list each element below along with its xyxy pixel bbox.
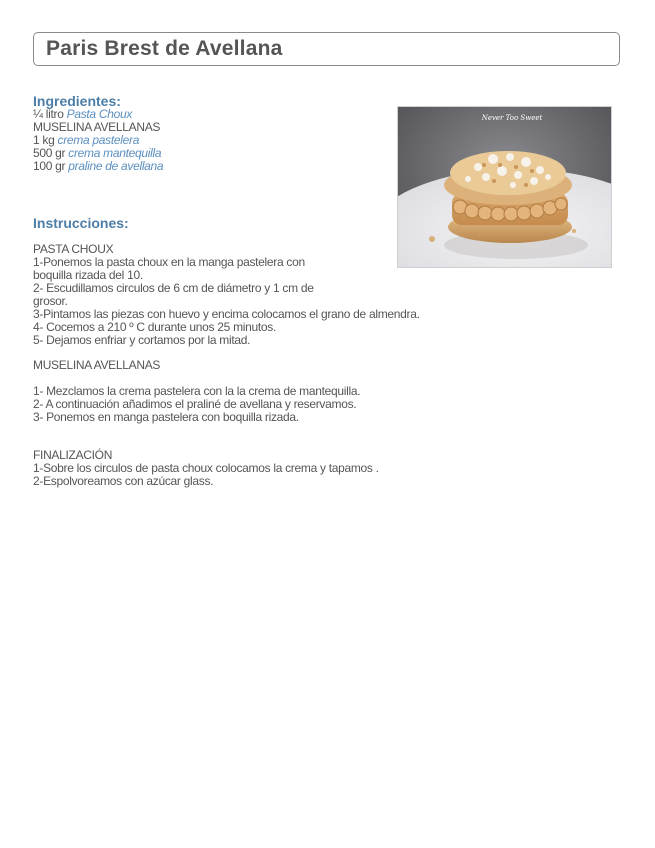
title-box bbox=[33, 32, 620, 66]
photo-watermark: Never Too Sweet bbox=[481, 114, 543, 122]
ingredient-link-crema-pastelera[interactable]: crema pastelera bbox=[57, 133, 140, 147]
instruction-line: 2- Escudillamos circulos de 6 cm de diámetro y 1 cm de bbox=[33, 281, 314, 295]
recipe-title: Paris Brest de Avellana bbox=[46, 37, 283, 60]
ingredient-quantity: 1 kg bbox=[33, 133, 58, 147]
instructions-heading: Instrucciones: bbox=[33, 215, 129, 231]
ingredients-heading: Ingredientes: bbox=[33, 93, 121, 109]
ingredient-quantity: ¼ litro bbox=[33, 107, 67, 121]
ingredient-subheading: MUSELINA AVELLANAS bbox=[33, 120, 161, 134]
instruction-line: 1-Sobre los circulos de pasta choux colocamos la crema y tapamos . bbox=[33, 461, 379, 475]
instruction-line: 1- Mezclamos la crema pastelera con la la crema de mantequilla. bbox=[33, 384, 361, 398]
section-title-finalizacion: FINALIZACIÓN bbox=[33, 448, 113, 462]
instruction-line: boquilla rizada del 10. bbox=[33, 268, 143, 282]
instruction-line: 1-Ponemos la pasta choux en la manga pastelera con bbox=[33, 255, 305, 269]
section-title-muselina: MUSELINA AVELLANAS bbox=[33, 358, 161, 372]
instruction-line: 5- Dejamos enfriar y cortamos por la mitad. bbox=[33, 333, 251, 347]
ingredient-line bbox=[33, 160, 163, 173]
instruction-line: 3-Pintamos las piezas con huevo y encima colocamos el grano de almendra. bbox=[33, 307, 420, 321]
ingredient-quantity: 100 gr bbox=[33, 159, 69, 173]
instruction-line: 2- A continuación añadimos el praliné de avellana y reservamos. bbox=[33, 397, 357, 411]
recipe-photo bbox=[397, 106, 612, 268]
ingredient-quantity: 500 gr bbox=[33, 146, 69, 160]
instruction-line: 4- Cocemos a 210 º C durante unos 25 minutos. bbox=[33, 320, 277, 334]
ingredient-link-praline-de-avellana[interactable]: praline de avellana bbox=[68, 159, 164, 173]
section-title-pasta-choux: PASTA CHOUX bbox=[33, 242, 114, 256]
instruction-line: 3- Ponemos en manga pastelera con boquilla rizada. bbox=[33, 410, 299, 424]
ingredient-link-pasta-choux[interactable]: Pasta Choux bbox=[66, 107, 133, 121]
instruction-line: grosor. bbox=[33, 294, 68, 308]
instruction-line: 2-Espolvoreamos con azúcar glass. bbox=[33, 474, 214, 488]
ingredient-link-crema-mantequilla[interactable]: crema mantequilla bbox=[68, 146, 162, 160]
